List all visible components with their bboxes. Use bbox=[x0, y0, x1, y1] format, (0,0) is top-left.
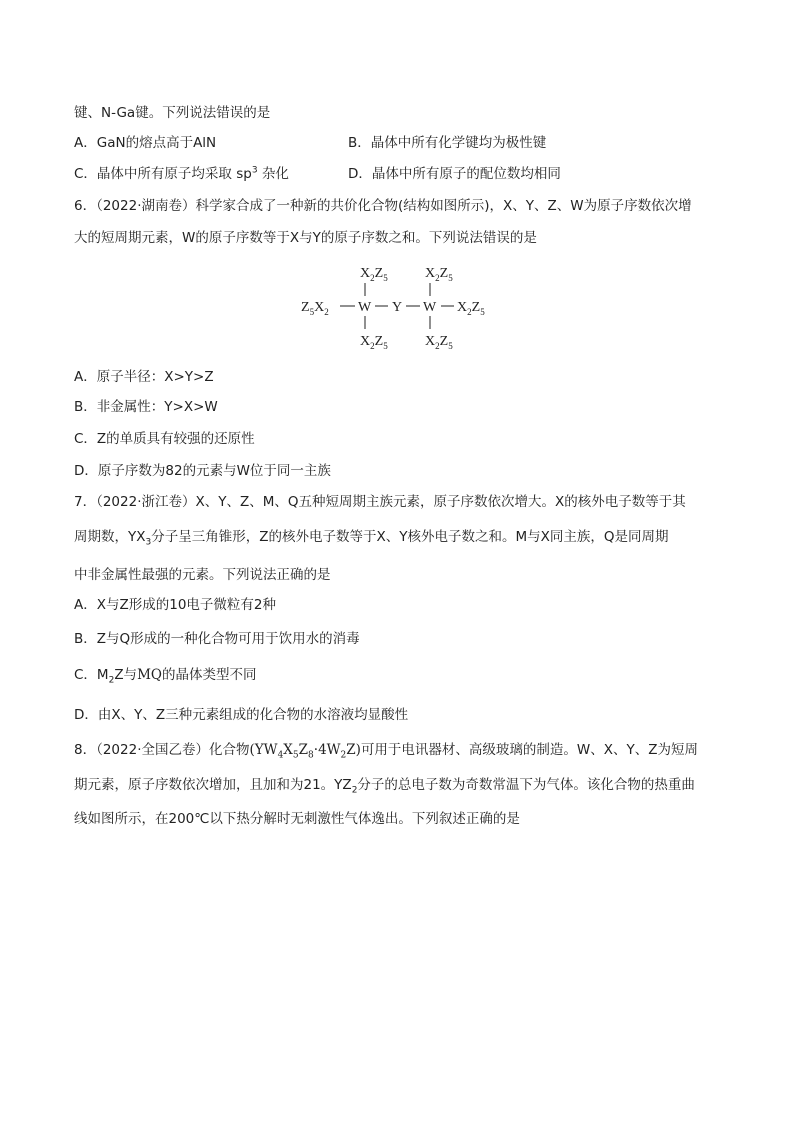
top-left-group bbox=[360, 266, 388, 283]
q7-line2-start: 周期数，YX bbox=[74, 529, 146, 545]
bottom-left-group bbox=[360, 334, 388, 351]
q7-option-c-mq: MQ bbox=[137, 667, 162, 683]
right-group bbox=[457, 300, 485, 317]
top-right-group bbox=[425, 266, 453, 283]
atom-y: Y bbox=[392, 300, 403, 315]
q7-option-b: B．Z与Q形成的一种化合物可用于饮用水的消毒 bbox=[74, 631, 360, 647]
svg-text:Z5X2: $Z_5X_2$ bbox=[301, 300, 329, 317]
q6-stem-line2: 大的短周期元素，W的原子序数等于X与Y的原子序数之和。下列说法错误的是 bbox=[74, 230, 537, 246]
svg-text:X2Z5: $X_2Z_5$ bbox=[360, 334, 388, 351]
q5-option-c bbox=[74, 165, 289, 183]
svg-text:X2Z5: $X_2Z_5$ bbox=[457, 300, 485, 317]
q7-line2-sub: 3 bbox=[145, 537, 152, 548]
q5-option-c-end: 杂化 bbox=[257, 166, 289, 182]
q5-stem-tail: 键、N-Ga键。下列说法错误的是 bbox=[74, 105, 271, 121]
q8-line2-start: 期元素，原子序数依次增加，且加和为21。YZ bbox=[74, 777, 352, 793]
q5-option-a: A．GaN的熔点高于AlN bbox=[74, 135, 217, 151]
q7-stem-line3: 中非金属性最强的元素。下列说法正确的是 bbox=[74, 567, 331, 583]
svg-text:X2Z5: $X_2Z_5$ bbox=[425, 266, 453, 283]
q8-stem-line2 bbox=[74, 776, 695, 794]
q7-option-c-end: 的晶体类型不同 bbox=[161, 667, 257, 683]
q6-option-d: D．原子序数为82的元素与W位于同一主族 bbox=[74, 463, 331, 479]
svg-text:X2Z5: $X_2Z_5$ bbox=[425, 334, 453, 351]
q8-line1-end: 可用于电讯器材、高级玻璃的制造。W、X、Y、Z为短周 bbox=[360, 742, 699, 758]
q5-option-d: D．晶体中所有原子的配位数均相同 bbox=[348, 166, 561, 182]
q8-stem-line3: 线如图所示，在200℃以下热分解时无刺激性气体逸出。下列叙述正确的是 bbox=[74, 811, 520, 827]
atom-w-left: W bbox=[358, 300, 372, 315]
q7-line2-end: 分子呈三角锥形，Z的核外电子数等于X、Y核外电子数之和。M与X同主族，Q是同周期 bbox=[151, 529, 669, 545]
bottom-right-group bbox=[425, 334, 453, 351]
q8-line2-end: 分子的总电子数为奇数常温下为气体。该化合物的热重曲 bbox=[357, 777, 695, 793]
q5-option-c-sup: 3 bbox=[251, 165, 258, 176]
q5-option-c-text: C．晶体中所有原子均采取 sp bbox=[74, 166, 252, 182]
q6-structure-diagram bbox=[290, 258, 510, 354]
q8-line2-sub: 2 bbox=[351, 785, 358, 796]
q8-line1-start: 8．（2022·全国乙卷）化合物 bbox=[74, 742, 250, 758]
q7-option-c-mid: Z与 bbox=[114, 667, 138, 683]
q7-option-a: A．X与Z形成的10电子微粒有2种 bbox=[74, 597, 276, 613]
q6-stem-line1: 6．（2022·湖南卷）科学家合成了一种新的共价化合物(结构如图所示)，X、Y、Z、W为原子序数依次增 bbox=[74, 198, 692, 214]
q5-option-b: B．晶体中所有化学键均为极性键 bbox=[348, 135, 547, 151]
atom-w-right: W bbox=[423, 300, 437, 315]
q7-option-c-start: C．M bbox=[74, 667, 109, 683]
q7-stem-line2 bbox=[74, 528, 669, 546]
q7-option-c bbox=[74, 666, 256, 684]
q7-option-d: D．由X、Y、Z三种元素组成的化合物的水溶液均显酸性 bbox=[74, 707, 409, 723]
q7-stem-line1: 7．（2022·浙江卷）X、Y、Z、M、Q五种短周期主族元素，原子序数依次增大。X的核外电子数等于其 bbox=[74, 494, 686, 510]
svg-text:X2Z5: $X_2Z_5$ bbox=[360, 266, 388, 283]
q7-option-c-sub: 2 bbox=[108, 675, 115, 686]
left-group bbox=[301, 300, 329, 317]
q6-option-b: B．非金属性：Y>X>W bbox=[74, 399, 218, 415]
q6-option-a: A．原子半径：X>Y>Z bbox=[74, 369, 214, 385]
q6-option-c: C．Z的单质具有较强的还原性 bbox=[74, 431, 255, 447]
q8-formula: $(YW_4X_5Z_8\cdot 4W_2Z)$ bbox=[249, 742, 361, 761]
q8-stem-line1 bbox=[74, 741, 698, 759]
